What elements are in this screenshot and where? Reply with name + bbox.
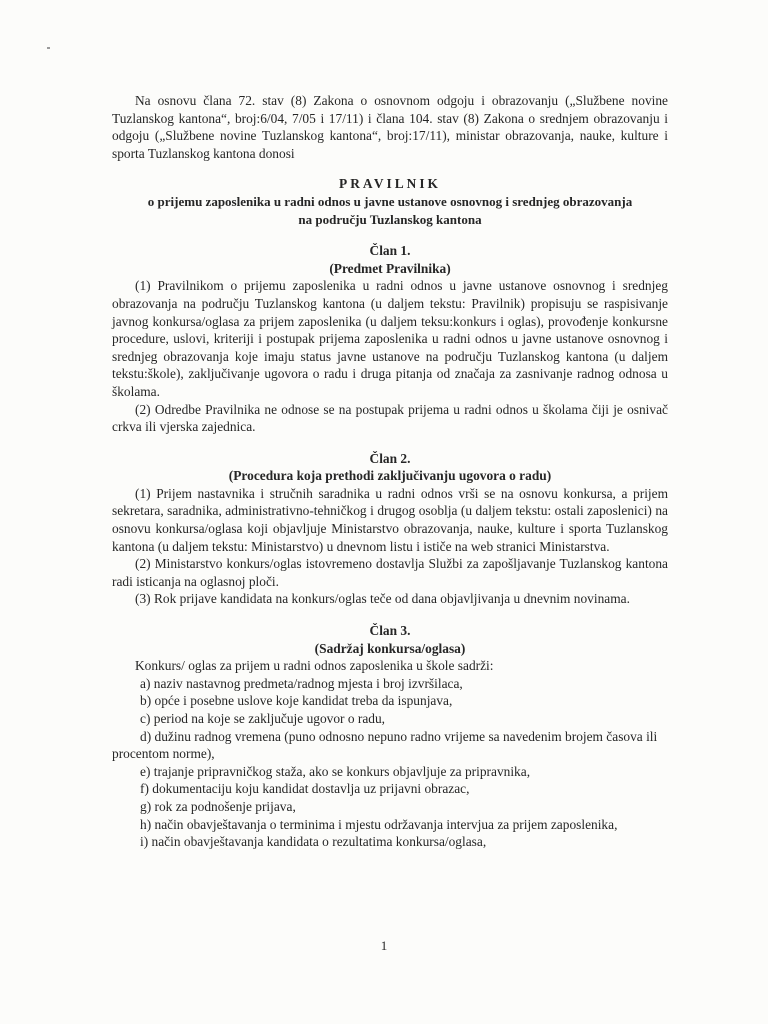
article-3-item: a) naziv nastavnog predmeta/radnog mjesta i broj izvršilaca, — [140, 675, 463, 691]
article-2-heading: Član 2. — [369, 450, 411, 466]
article-3-lead: Konkurs/ oglas za prijem u radni odnos zaposlenika u škole sadrži: — [135, 658, 494, 674]
article-3-item: c) period na koje se zaključuje ugovor o radu, — [140, 711, 386, 726]
article-2-name: (Procedura koja prethodi zaključivanju ugovora o radu) — [228, 468, 552, 484]
article-3-item: h) način obavještavanja o terminima i mjestu održavanja intervjua za prijem zaposlenika, — [140, 816, 618, 832]
document-subtitle-line2: na području Tuzlanskog kantona — [298, 211, 482, 227]
article-3-item: b) opće i posebne uslove koje kandidat treba da ispunjava, — [140, 693, 453, 709]
page-number: 1 — [380, 938, 388, 953]
article-2-paragraph-2: (2) Ministarstvo konkurs/oglas istovremeno dostavlja Službi za zapošljavanje Tuzlanskog kantona radi isticanja na oglasnoj ploči. — [112, 556, 668, 589]
article-3-item: d) dužinu radnog vremena (puno odnosno nepuno radno vrijeme sa navedenim brojem časova ili procentom norme), — [112, 728, 658, 762]
article-3-heading: Član 3. — [369, 623, 411, 639]
article-3-item: f) dokumentaciju koju kandidat dostavlja uz prijavni obrazac, — [140, 781, 470, 797]
article-1-heading: Član 1. — [369, 243, 411, 259]
article-2-paragraph-3: (3) Rok prijave kandidata na konkurs/oglas teče od dana objavljivanja u dnevnim novinama. — [135, 591, 630, 607]
scan-speck — [47, 47, 50, 49]
article-3-item: g) rok za podnošenje prijava, — [140, 798, 296, 814]
article-3-name: (Sadržaj konkursa/oglasa) — [314, 640, 466, 656]
document-body — [112, 92, 668, 851]
article-3-item: i) način obavještavanja kandidata o rezultatima konkursa/oglasa, — [140, 834, 487, 850]
intro-paragraph: Na osnovu člana 72. stav (8) Zakona o osnovnom odgoju i obrazovanju („Službene novine Tuzlanskog kantona“, broj:6/04, 7/05 i 17/11) i člana 104. stav (8) Zakona o srednjem obrazovanju i odgoju („Službene novine Tuzlanskog kantona“, broj:17/11), ministar obrazovanja, nauke, kulture i sporta Tuzlanskog kantona donosi — [112, 93, 668, 161]
document-title: PRAVILNIK — [339, 176, 441, 192]
article-1-paragraph-1: (1) Pravilnikom o prijemu zaposlenika u radni odnos u javne ustanove osnovnog i srednjeg obrazovanja na području Tuzlanskog kantona (u daljem tekstu: Pravilnik) propisuju se raspisivanje javnog konkursa/oglasa za prijem zaposlenika (u daljem teksu:konkurs i oglas), provođenje konkursne procedure, uslovi, kriteriji i postupak prijema zaposlenika u radni odnos u javne ustanove osnovnog i srednjeg obrazovanja koje imaju status javne ustanove na području Tuzlanskog kantona (u daljem tekstu:škole), zaključivanje ugovora o radu i druga pitanja od značaja za zasnivanje radnog odnosa u školama. — [112, 278, 668, 399]
article-1-paragraph-2: (2) Odredbe Pravilnika ne odnose se na postupak prijema u radni odnos u školama čiji je osnivač crkva ili vjerska zajednica. — [112, 401, 668, 435]
document-subtitle-line1: o prijemu zaposlenika u radni odnos u javne ustanove osnovnog i srednjeg obrazovanja — [147, 193, 633, 209]
article-1-name: (Predmet Pravilnika) — [329, 260, 451, 276]
article-2-paragraph-1: (1) Prijem nastavnika i stručnih saradnika u radni odnos vrši se na osnovu konkursa, a prijem sekretara, saradnika, administrativno-tehničkog i drugog osoblja (u daljem tekstu: ostali zaposlenici) na osnovu konkursa/oglasa koji objavljuje Ministarstvo obrazovanja, nauke, kulture i sporta Tuzlanskog kantona (u daljem tekstu: Ministarstvo) u dnevnom listu i ističe na web stranici Ministarstva. — [112, 485, 668, 554]
article-3-item: e) trajanje pripravničkog staža, ako se konkurs objavljuje za pripravnika, — [140, 763, 531, 779]
